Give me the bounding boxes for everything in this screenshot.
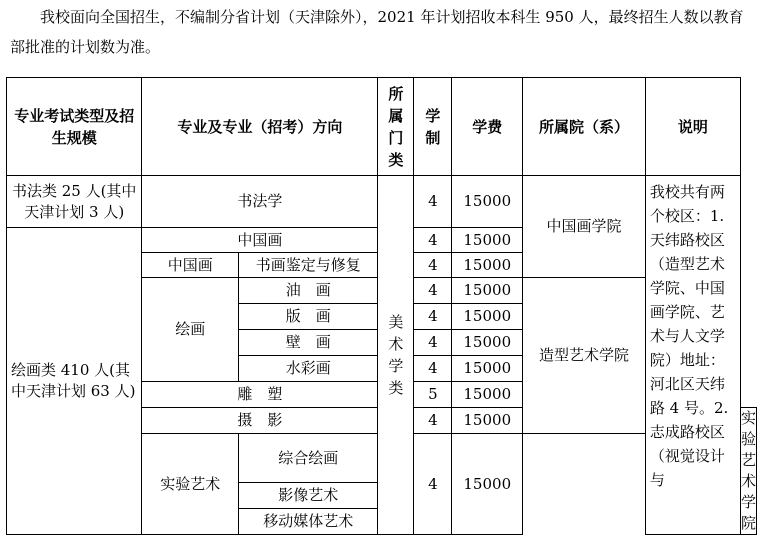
duration-cell: 4 bbox=[414, 304, 452, 330]
notes-text: 我校共有两个校区：1.天纬路校区（造型艺术学院、中国画学院、艺术与人文学院）地址：河北区天纬路 4 号。2.志成路校区（视觉设计与 bbox=[649, 183, 729, 489]
tuition-cell: 15000 bbox=[452, 408, 523, 434]
duration-cell: 4 bbox=[414, 356, 452, 382]
duration-cell: 4 bbox=[414, 434, 452, 535]
major-direction-cell: 移动媒体艺术 bbox=[239, 509, 378, 535]
duration-cell: 4 bbox=[414, 278, 452, 304]
header-category: 所属门类 bbox=[378, 78, 414, 176]
tuition-cell: 15000 bbox=[452, 304, 523, 330]
major-direction-cell: 油 画 bbox=[239, 278, 378, 304]
major-direction-cell: 影像艺术 bbox=[239, 483, 378, 509]
major-cell: 书法学 bbox=[142, 176, 378, 228]
major-direction-cell: 版 画 bbox=[239, 304, 378, 330]
tuition-cell: 15000 bbox=[452, 278, 523, 304]
header-row bbox=[7, 78, 757, 176]
tuition-cell: 15000 bbox=[452, 253, 523, 278]
table-row bbox=[7, 176, 757, 228]
tuition-cell: 15000 bbox=[452, 330, 523, 356]
major-cell: 雕 塑 bbox=[142, 382, 378, 408]
enrollment-plan-table bbox=[6, 77, 757, 535]
intro-paragraph: 我校面向全国招生，不编制分省计划（天津除外），2021 年计划招收本科生 950 人，最终招生人数以教育部批准的计划数为准。 bbox=[10, 8, 744, 56]
notes-cell bbox=[645, 176, 740, 535]
college-cell: 中国画学院 bbox=[523, 176, 646, 278]
tuition-cell: 15000 bbox=[452, 434, 523, 535]
duration-cell: 4 bbox=[414, 176, 452, 228]
major-direction-cell: 壁 画 bbox=[239, 330, 378, 356]
exam-type-cell: 绘画类 410 人(其中天津计划 63 人) bbox=[7, 228, 142, 535]
duration-cell: 5 bbox=[414, 382, 452, 408]
tuition-cell: 15000 bbox=[452, 356, 523, 382]
category-cell: 美术学类 bbox=[378, 176, 414, 535]
major-group-cell: 绘画 bbox=[142, 278, 239, 382]
tuition-cell: 15000 bbox=[452, 228, 523, 253]
header-college: 所属院（系） bbox=[523, 78, 646, 176]
duration-cell: 4 bbox=[414, 408, 452, 434]
college-cell: 实验艺术学院 bbox=[740, 408, 756, 535]
tuition-cell: 15000 bbox=[452, 176, 523, 228]
header-tuition: 学费 bbox=[452, 78, 523, 176]
major-group-cell: 实验艺术 bbox=[142, 434, 239, 535]
duration-cell: 4 bbox=[414, 228, 452, 253]
tuition-cell: 15000 bbox=[452, 382, 523, 408]
header-major: 专业及专业（招考）方向 bbox=[142, 78, 378, 176]
major-cell: 摄 影 bbox=[142, 408, 378, 434]
header-duration: 学制 bbox=[414, 78, 452, 176]
exam-type-cell: 书法类 25 人(其中天津计划 3 人) bbox=[7, 176, 142, 228]
major-direction-cell: 书画鉴定与修复 bbox=[239, 253, 378, 278]
header-exam-type: 专业考试类型及招生规模 bbox=[7, 78, 142, 176]
duration-cell: 4 bbox=[414, 253, 452, 278]
major-direction-cell: 水彩画 bbox=[239, 356, 378, 382]
major-direction-cell: 综合绘画 bbox=[239, 434, 378, 483]
header-notes: 说明 bbox=[645, 78, 740, 176]
major-cell: 中国画 bbox=[142, 228, 378, 253]
major-group-cell: 中国画 bbox=[142, 253, 239, 278]
college-cell: 造型艺术学院 bbox=[523, 278, 646, 434]
duration-cell: 4 bbox=[414, 330, 452, 356]
